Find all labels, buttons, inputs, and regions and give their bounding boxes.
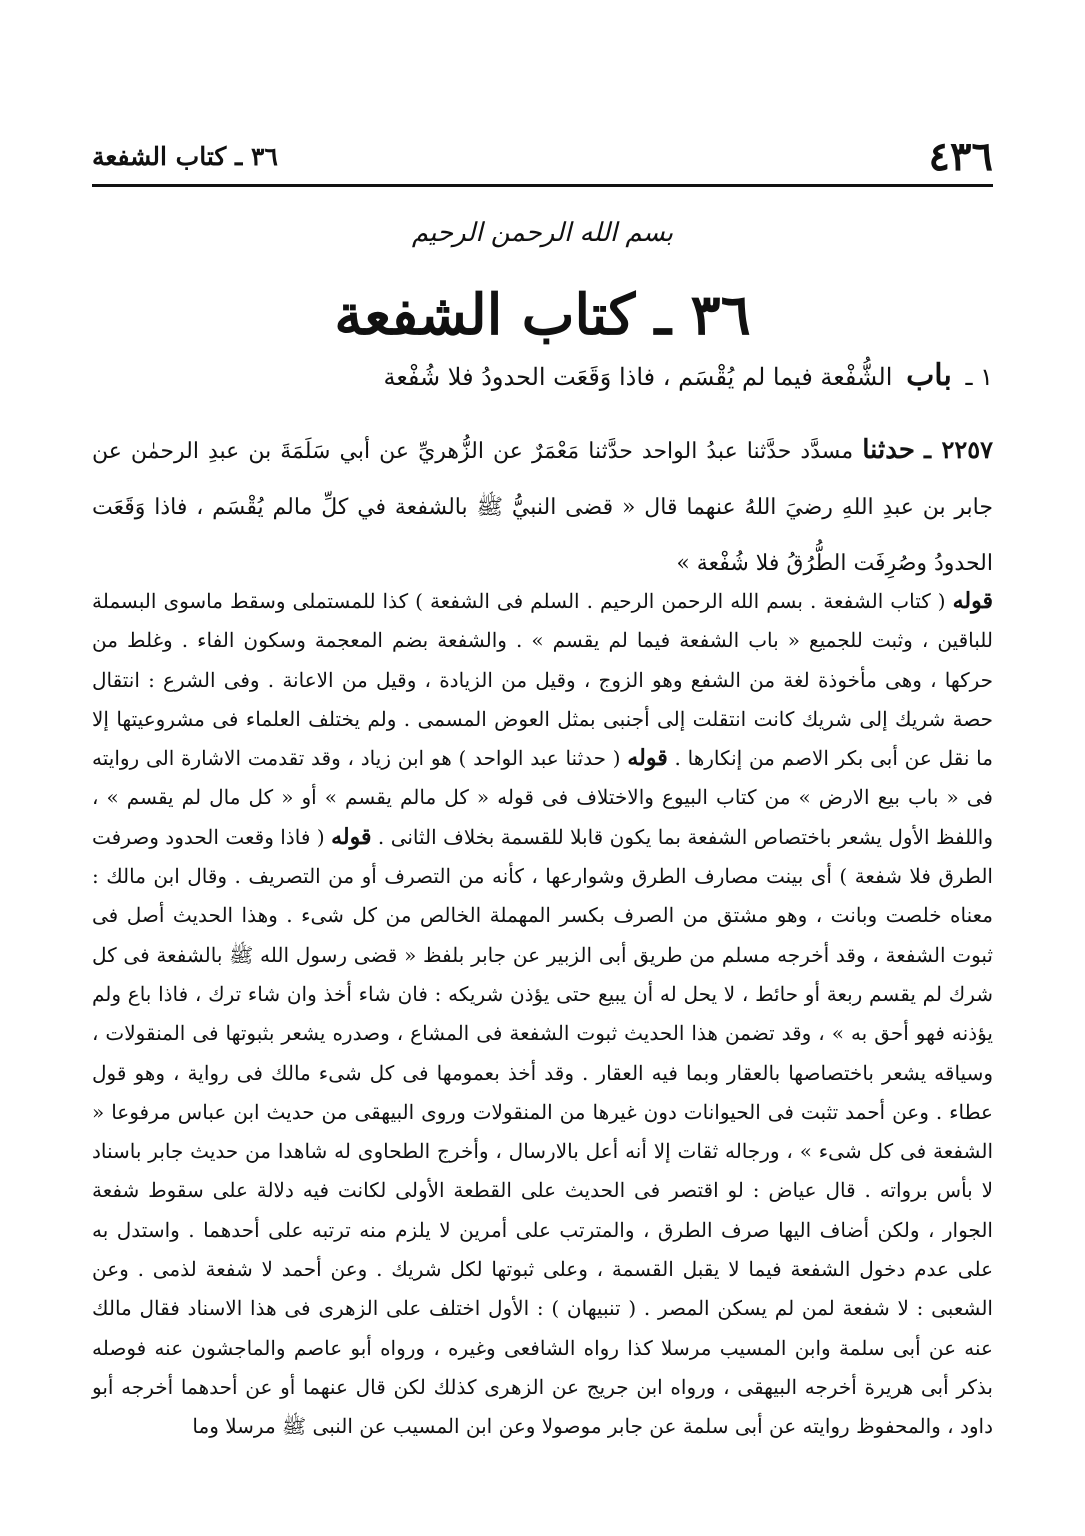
chapter-bab-word: باب <box>906 358 952 393</box>
chapter-number: ١ ـ <box>965 363 993 391</box>
hadith-haddatha: حدثنا <box>862 435 915 465</box>
qawluhu-marker-3: قوله <box>331 823 372 850</box>
hadith-body: مسدَّد حدَّثنا عبدُ الواحد حدَّثنا مَعْمَرٌ عن الزُّهريِّ عن أبي سَلَمَةَ بن عبدِ الرحمٰن عن جابر بن عبدِ اللهِ رضيَ اللهُ عنهما قال « قضى النبيُّ ﷺ بالشفعة في كلِّ مالم يُقْسَم ، فاذا وَقَعَت الحدودُ وصُرِفَت الطُّرُقُ فلا شُفْعة » <box>92 439 993 576</box>
commentary-part-3: ( فاذا وقعت الحدود وصرفت الطرق فلا شفعة ) أى بينت مصارف الطرق وشوارعها ، كأنه من التصرف أو من التصريف . وقال ابن مالك : معناه خلصت وبانت ، وهو مشتق من الصرف بكسر المهملة الخالص من كل شىء . وهذا الحديث أصل فى ثبوت الشفعة ، وقد أخرجه مسلم من طريق أبى الزبير عن جابر بلفظ « قضى رسول الله ﷺ بالشفعة فى كل شرك لم يقسم ربعة أو حائط ، لا يحل له أن يبيع حتى يؤذن شريكه : فان شاء أخذ وان شاء ترك ، فاذا باع ولم يؤذنه فهو أحق به » ، وقد تضمن هذا الحديث ثبوت الشفعة فى المشاع ، وصدره يشعر بثبوتها فى المنقولات ، وسياقه يشعر باختصاصها بالعقار وبما فيه العقار . وقد أخذ بعمومها فى كل شىء مالك فى رواية ، وهو قول عطاء . وعن أحمد تثبت فى الحيوانات دون غيرها من المنقولات وروى البيهقى من حديث ابن عباس مرفوعا « الشفعة فى كل شىء » ، ورجاله ثقات إلا أنه أعل بالارسال ، وأخرج الطحاوى له شاهدا من حديث جابر باسناد لا بأس برواته . قال عياض : لو اقتصر فى الحديث على القطعة الأولى لكانت فيه دلالة على سقوط شفعة الجوار ، ولكن أضاف اليها صرف الطرق ، والمترتب على أمرين لا يلزم منه ترتبه على أحدهما . واستدل به على عدم دخول الشفعة فيما لا يقبل القسمة ، وعلى ثبوتها لكل شريك . وعن أحمد لا شفعة لذمى . وعن الشعبى : لا شفعة لمن لم يسكن المصر . ( تنبيهان ) : الأول اختلف على الزهرى فى هذا الاسناد فقال مالك عنه عن أبى سلمة وابن المسيب مرسلا كذا رواه الشافعى وغيره ، ورواه أبو عاصم والماجشون عنه فوصله بذكر أبى هريرة أخرجه البيهقى ، ورواه ابن جريج عن الزهرى كذلك لكن قال عنهما أو عن أحدهما أخرجه أبو داود ، والمحفوظ روايته عن أبى سلمة عن جابر موصولا وعن ابن المسيب عن النبى ﷺ مرسلا وما <box>92 824 993 1439</box>
commentary-part-2: ( حدثنا عبد الواحد ) هو ابن زياد ، وقد تقدمت الاشارة الى روايته فى « باب بيع الارض » من كتاب البيوع والاختلاف فى قوله « كل مالم يقسم » أو « كل مال لم يقسم » ، واللفظ الأول يشعر باختصاص الشفعة بما يكون قابلا للقسمة بخلاف الثانى . <box>92 746 994 849</box>
qawluhu-marker-1: قوله <box>952 588 993 614</box>
chapter-heading <box>92 358 993 393</box>
chapter-title: الشُّفْعة فيما لم يُقْسَم ، فاذا وَقَعَت الحدودُ فلا شُفْعة <box>383 363 893 391</box>
commentary-part-1: ( كتاب الشفعة . بسم الله الرحمن الرحيم . السلم فى الشفعة ) كذا للمستملى وسقط ماسوى البسملة للباقين ، وثبت للجميع « باب الشفعة فيما لم يقسم » . والشفعة بضم المعجمة وسكون الفاء . وغلط من حركها ، وهى مأخوذة لغة من الشفع وهو الزوج ، وقيل من الزيادة ، وقيل من الاعانة . وفى الشرع : انتقال حصة شريك إلى شريك كانت انتقلت إلى أجنبى بمثل العوض المسمى . ولم يختلف العلماء فى مشروعيتها إلا ما نقل عن أبى بكر الاصم من إنكارها . <box>92 589 993 771</box>
running-head <box>92 128 993 187</box>
hadith-number: ٢٢٥٧ ـ <box>923 435 993 464</box>
page-number: ٤٣٦ <box>928 132 993 180</box>
commentary-text <box>92 582 993 1447</box>
book-title: ٣٦ ـ كتاب الشفعة <box>334 282 751 348</box>
hadith-text <box>92 422 993 592</box>
qawluhu-marker-2: قوله <box>627 745 668 772</box>
running-title: ٣٦ ـ كتاب الشفعة <box>92 141 278 171</box>
basmala: بسم الله الرحمن الرحيم <box>411 218 674 248</box>
